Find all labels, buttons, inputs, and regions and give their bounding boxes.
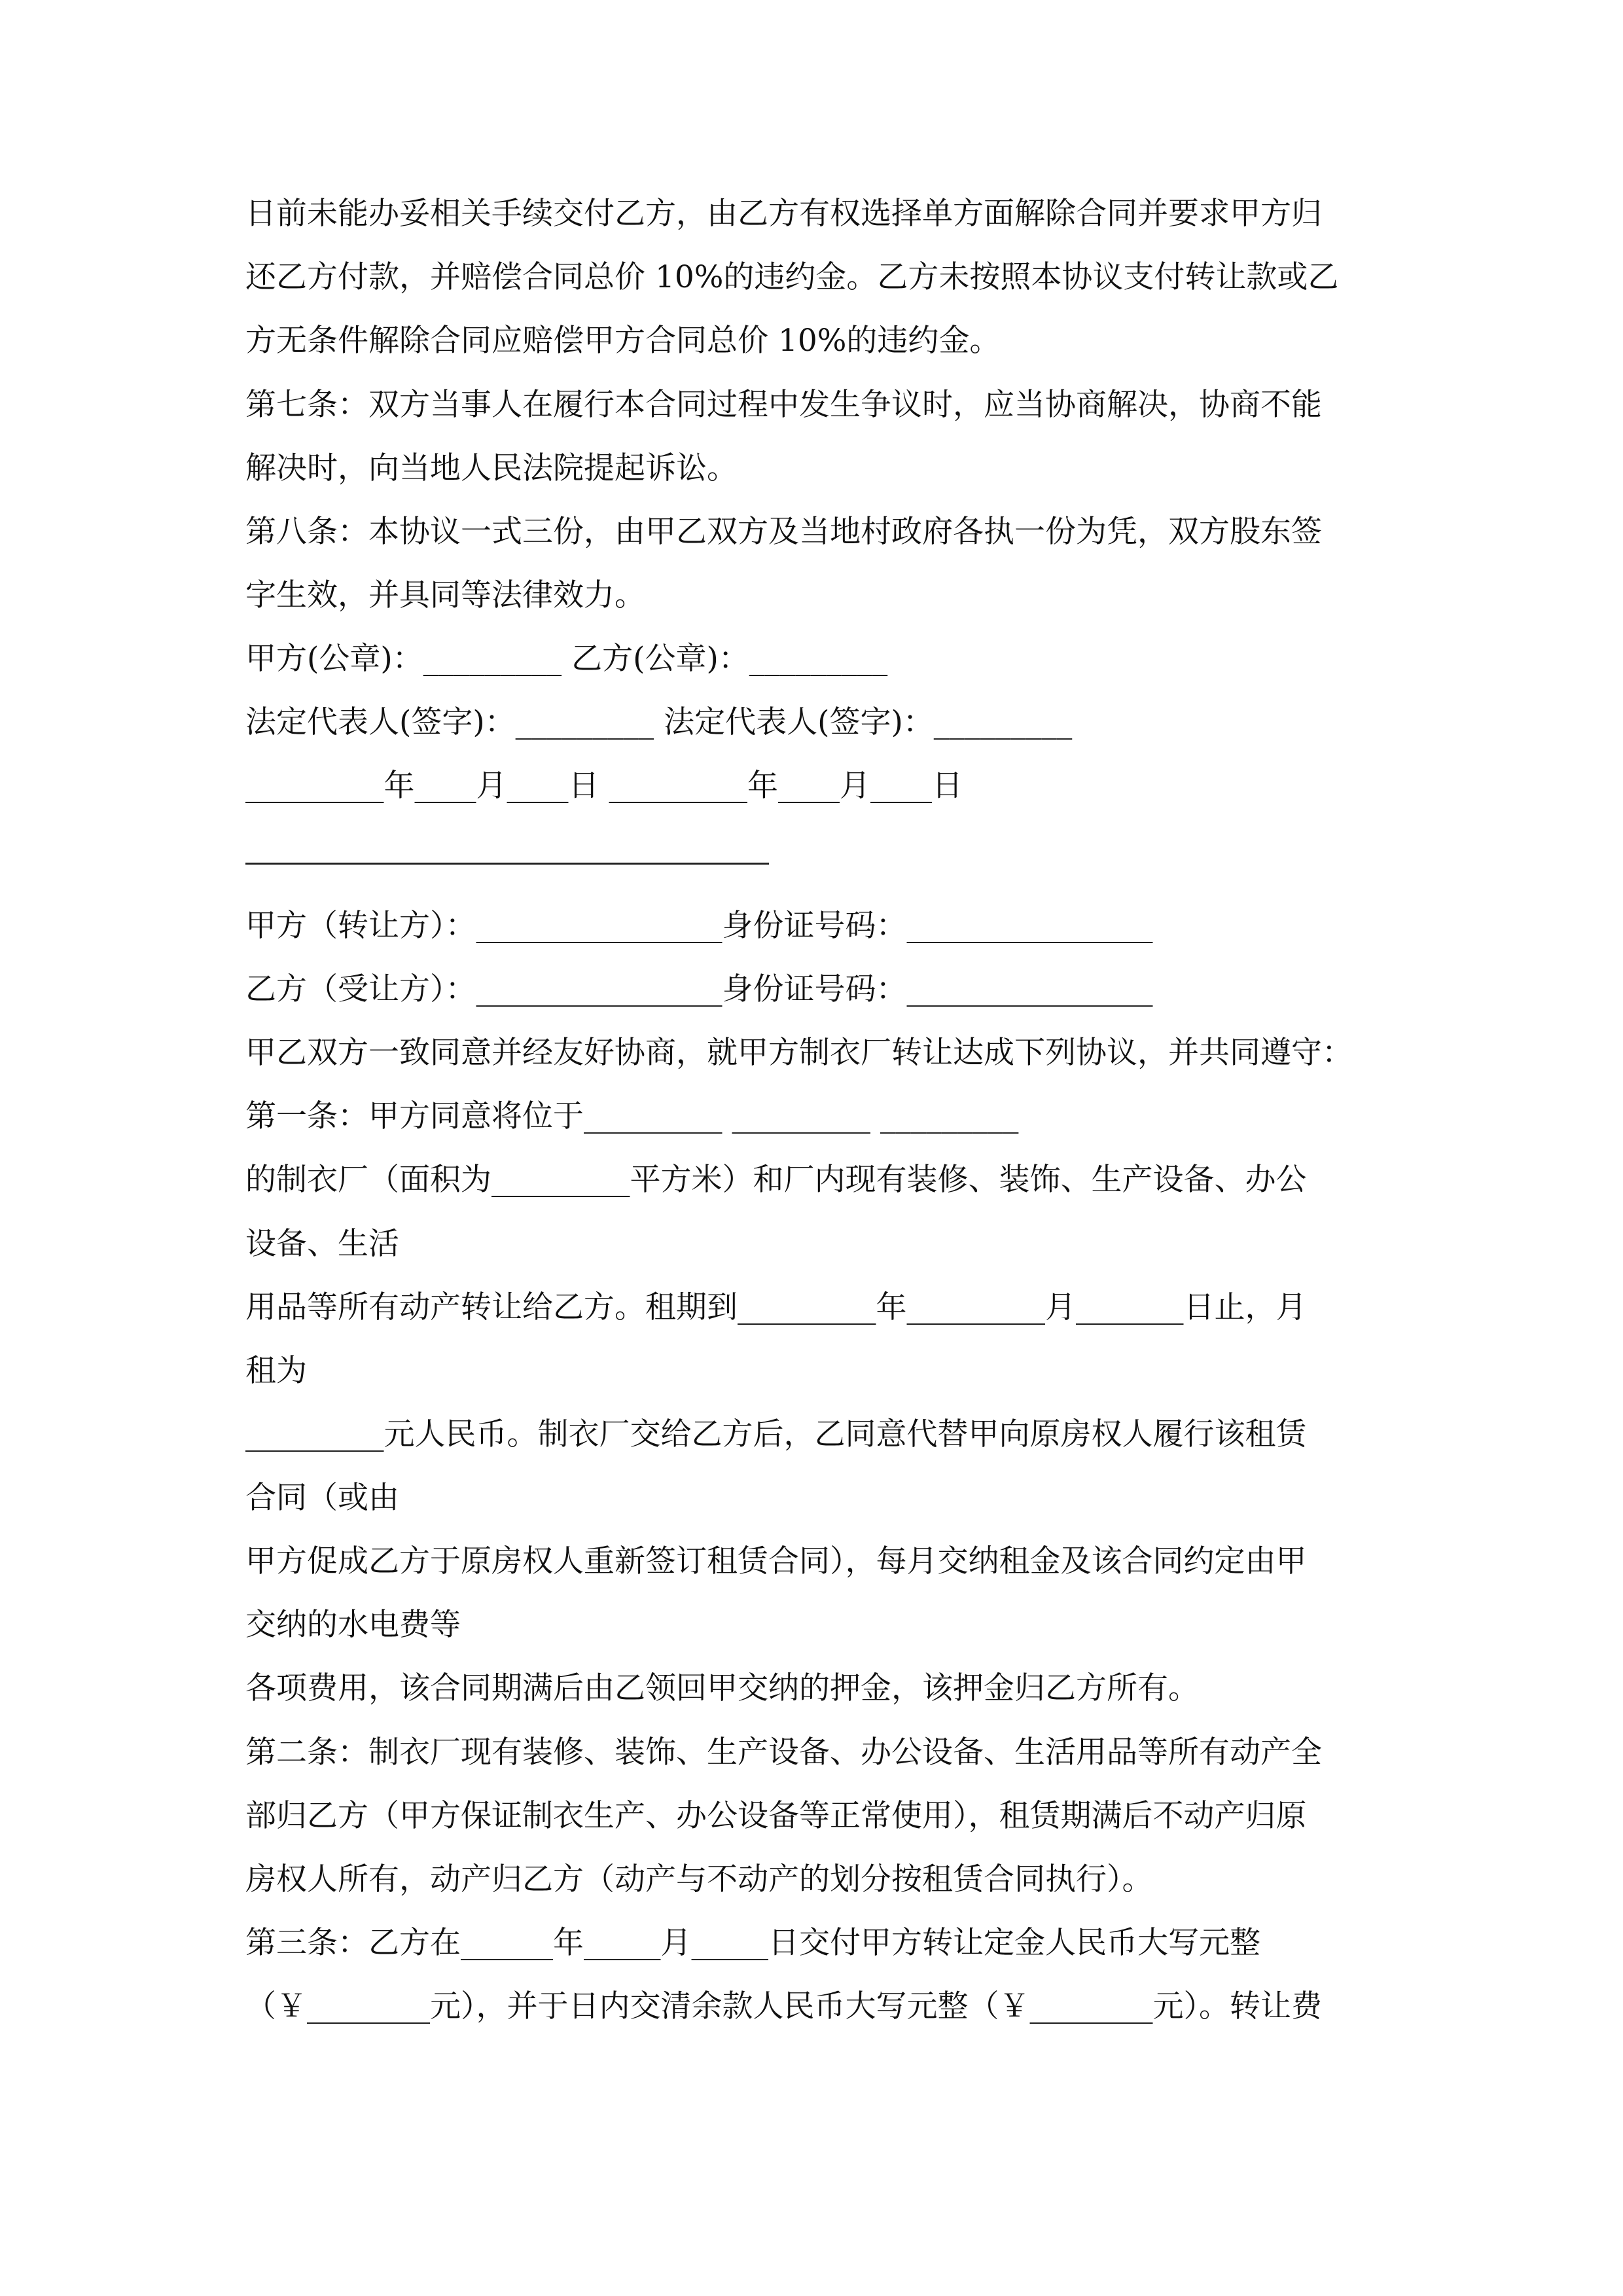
- text-line: 解决时，向当地人民法院提起诉讼。: [245, 450, 738, 486]
- text-line: 房权人所有，动产归乙方（动产与不动产的划分按租赁合同执行）。: [245, 1861, 1153, 1897]
- signature-line-representative: 法定代表人(签字)：_________ 法定代表人(签字)：_________: [245, 704, 1073, 740]
- text-line: 第三条：乙方在______年_____月_____日交付甲方转让定金人民币大写元整: [245, 1925, 1260, 1961]
- section-divider: [245, 863, 769, 865]
- party-b-line: 乙方（受让方）：________________身份证号码：________________: [245, 971, 1153, 1007]
- text-line: 租为: [245, 1353, 307, 1389]
- signature-line-date: _________年____月____日 _________年____月____日: [245, 768, 963, 804]
- text-line: 第八条：本协议一式三份，由甲乙双方及当地村政府各执一份为凭，双方股东签: [245, 514, 1322, 550]
- text-line: 合同（或由: [245, 1480, 399, 1516]
- text-line: 甲方促成乙方于原房权人重新签订租赁合同），每月交纳租金及该合同约定由甲: [245, 1543, 1307, 1579]
- text-line: 方无条件解除合同应赔偿甲方合同总价 10%的违约金。: [245, 323, 1001, 359]
- text-line: （￥________元），并于日内交清余款人民币大写元整（￥________元）。转让费: [245, 1988, 1322, 2024]
- text-line: 甲乙双方一致同意并经友好协商，就甲方制衣厂转让达成下列协议，并共同遵守：: [245, 1035, 1353, 1071]
- text-line: 设备、生活: [245, 1226, 399, 1262]
- text-line: 交纳的水电费等: [245, 1607, 461, 1643]
- text-line: 第二条：制衣厂现有装修、装饰、生产设备、办公设备、生活用品等所有动产全: [245, 1734, 1322, 1770]
- signature-line-seal: 甲方(公章)：_________ 乙方(公章)：_________: [245, 641, 888, 677]
- text-line: 的制衣厂（面积为_________平方米）和厂内现有装修、装饰、生产设备、办公: [245, 1162, 1307, 1198]
- text-line: 部归乙方（甲方保证制衣生产、办公设备等正常使用），租赁期满后不动产归原: [245, 1798, 1307, 1834]
- text-line: 还乙方付款，并赔偿合同总价 10%的违约金。乙方未按照本协议支付转让款或乙: [245, 259, 1339, 295]
- text-line: 字生效，并具同等法律效力。: [245, 577, 645, 613]
- text-line: 第一条：甲方同意将位于_________ _________ _________: [245, 1098, 1019, 1134]
- text-line: 各项费用，该合同期满后由乙领回甲交纳的押金，该押金归乙方所有。: [245, 1670, 1199, 1706]
- party-a-line: 甲方（转让方）：________________身份证号码：________________: [245, 908, 1153, 944]
- text-line: 用品等所有动产转让给乙方。租期到_________年_________月_______日止，月: [245, 1289, 1307, 1325]
- text-line: 日前未能办妥相关手续交付乙方，由乙方有权选择单方面解除合同并要求甲方归: [245, 196, 1322, 232]
- text-line: _________元人民币。制衣厂交给乙方后，乙同意代替甲向原房权人履行该租赁: [245, 1416, 1307, 1452]
- text-line: 第七条：双方当事人在履行本合同过程中发生争议时，应当协商解决，协商不能: [245, 387, 1322, 423]
